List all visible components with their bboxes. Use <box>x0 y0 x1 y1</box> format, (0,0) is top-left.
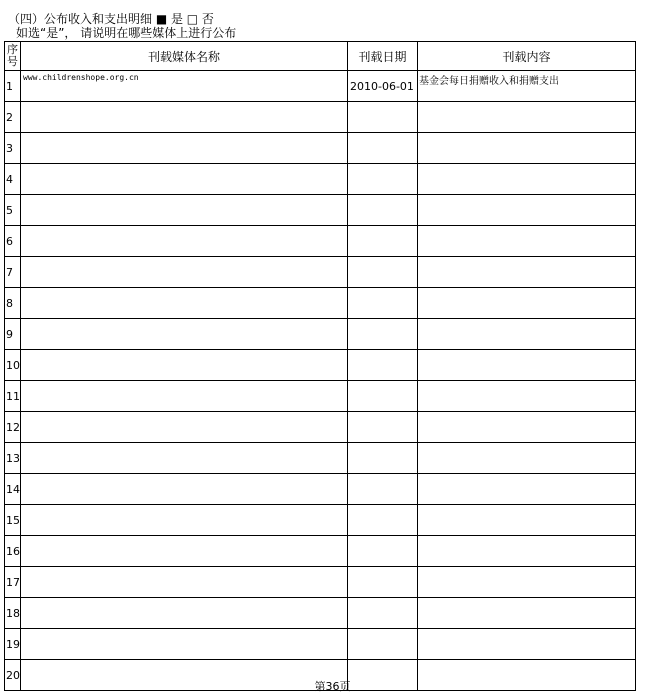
media-name-cell <box>21 381 348 412</box>
publish-content-cell <box>418 164 636 195</box>
section-instruction: 如选“是”， 请说明在哪些媒体上进行公布 <box>16 26 237 40</box>
media-name-cell <box>21 567 348 598</box>
publish-date-cell <box>348 536 418 567</box>
publication-table <box>4 41 636 691</box>
publish-date-cell <box>348 381 418 412</box>
media-name-cell <box>21 443 348 474</box>
row-number-cell: 2 <box>5 102 21 133</box>
publish-content-cell <box>418 567 636 598</box>
table-row <box>5 381 636 412</box>
table-row <box>5 226 636 257</box>
row-number-cell: 16 <box>5 536 21 567</box>
table-header-row <box>5 42 636 71</box>
media-name-cell <box>21 350 348 381</box>
publish-date-cell <box>348 288 418 319</box>
publish-date-cell <box>348 102 418 133</box>
row-number-cell: 10 <box>5 350 21 381</box>
row-number-cell: 12 <box>5 412 21 443</box>
media-name-cell <box>21 505 348 536</box>
column-header-number: 序号 <box>5 42 21 71</box>
publish-content-cell <box>418 381 636 412</box>
table-row <box>5 102 636 133</box>
table-row <box>5 474 636 505</box>
row-number-cell: 5 <box>5 195 21 226</box>
table-row <box>5 319 636 350</box>
row-number-cell: 15 <box>5 505 21 536</box>
publish-content-cell <box>418 102 636 133</box>
publish-content-cell <box>418 412 636 443</box>
publish-date-cell <box>348 412 418 443</box>
row-number-cell: 19 <box>5 629 21 660</box>
publish-content-cell <box>418 536 636 567</box>
table-row <box>5 412 636 443</box>
publish-content-cell <box>418 319 636 350</box>
table-row <box>5 443 636 474</box>
publish-content-cell <box>418 629 636 660</box>
row-number-cell: 13 <box>5 443 21 474</box>
column-header-date: 刊载日期 <box>348 42 418 71</box>
row-number-cell: 8 <box>5 288 21 319</box>
page-number: 第36页 <box>314 680 351 693</box>
media-name-cell <box>21 226 348 257</box>
media-name-cell <box>21 195 348 226</box>
row-number-cell: 14 <box>5 474 21 505</box>
publish-content-cell <box>418 350 636 381</box>
column-header-media: 刊载媒体名称 <box>21 42 348 71</box>
row-number-cell: 3 <box>5 133 21 164</box>
media-name-cell <box>21 164 348 195</box>
row-number-cell: 18 <box>5 598 21 629</box>
media-name-cell <box>21 288 348 319</box>
publish-date-cell <box>348 443 418 474</box>
row-number-cell: 7 <box>5 257 21 288</box>
publish-date-cell <box>348 629 418 660</box>
table-row <box>5 629 636 660</box>
publish-content-cell <box>418 257 636 288</box>
publish-content-cell <box>418 195 636 226</box>
publish-date-cell <box>348 257 418 288</box>
publish-date-cell <box>348 350 418 381</box>
table-row <box>5 567 636 598</box>
publish-content-cell <box>418 474 636 505</box>
table-row <box>5 133 636 164</box>
media-name-cell <box>21 133 348 164</box>
row-number-cell: 4 <box>5 164 21 195</box>
publish-date-cell <box>348 133 418 164</box>
row-number-cell: 1 <box>5 71 21 102</box>
media-name-cell <box>21 412 348 443</box>
publish-content-cell: 基金会每日捐赠收入和捐赠支出 <box>418 71 636 102</box>
publish-date-cell <box>348 505 418 536</box>
publish-content-cell <box>418 288 636 319</box>
table-row <box>5 164 636 195</box>
table-row <box>5 288 636 319</box>
publish-content-cell <box>418 133 636 164</box>
publish-date-cell <box>348 567 418 598</box>
table-row <box>5 536 636 567</box>
publish-date-cell <box>348 598 418 629</box>
publish-content-cell <box>418 226 636 257</box>
media-name-cell <box>21 102 348 133</box>
table-row <box>5 257 636 288</box>
row-number-cell: 11 <box>5 381 21 412</box>
media-name-cell <box>21 629 348 660</box>
row-number-cell: 20 <box>5 660 21 691</box>
table-row <box>5 350 636 381</box>
table-row <box>5 71 636 102</box>
publish-content-cell <box>418 598 636 629</box>
table-row <box>5 598 636 629</box>
publish-content-cell <box>418 443 636 474</box>
media-name-cell <box>21 536 348 567</box>
column-header-content: 刊载内容 <box>418 42 636 71</box>
table-row <box>5 505 636 536</box>
publish-date-cell <box>348 195 418 226</box>
media-name-cell: www.childrenshope.org.cn <box>21 71 348 102</box>
section-heading: （四）公布收入和支出明细 ■ 是 □ 否 <box>8 12 214 26</box>
media-name-cell <box>21 319 348 350</box>
row-number-cell: 6 <box>5 226 21 257</box>
publish-content-cell <box>418 505 636 536</box>
media-name-cell <box>21 257 348 288</box>
publish-date-cell: 2010-06-01 <box>348 71 418 102</box>
publish-date-cell <box>348 226 418 257</box>
row-number-cell: 9 <box>5 319 21 350</box>
table-row <box>5 195 636 226</box>
publish-date-cell <box>348 164 418 195</box>
media-name-cell <box>21 598 348 629</box>
publish-date-cell <box>348 319 418 350</box>
row-number-cell: 17 <box>5 567 21 598</box>
media-name-cell <box>21 474 348 505</box>
publish-date-cell <box>348 474 418 505</box>
